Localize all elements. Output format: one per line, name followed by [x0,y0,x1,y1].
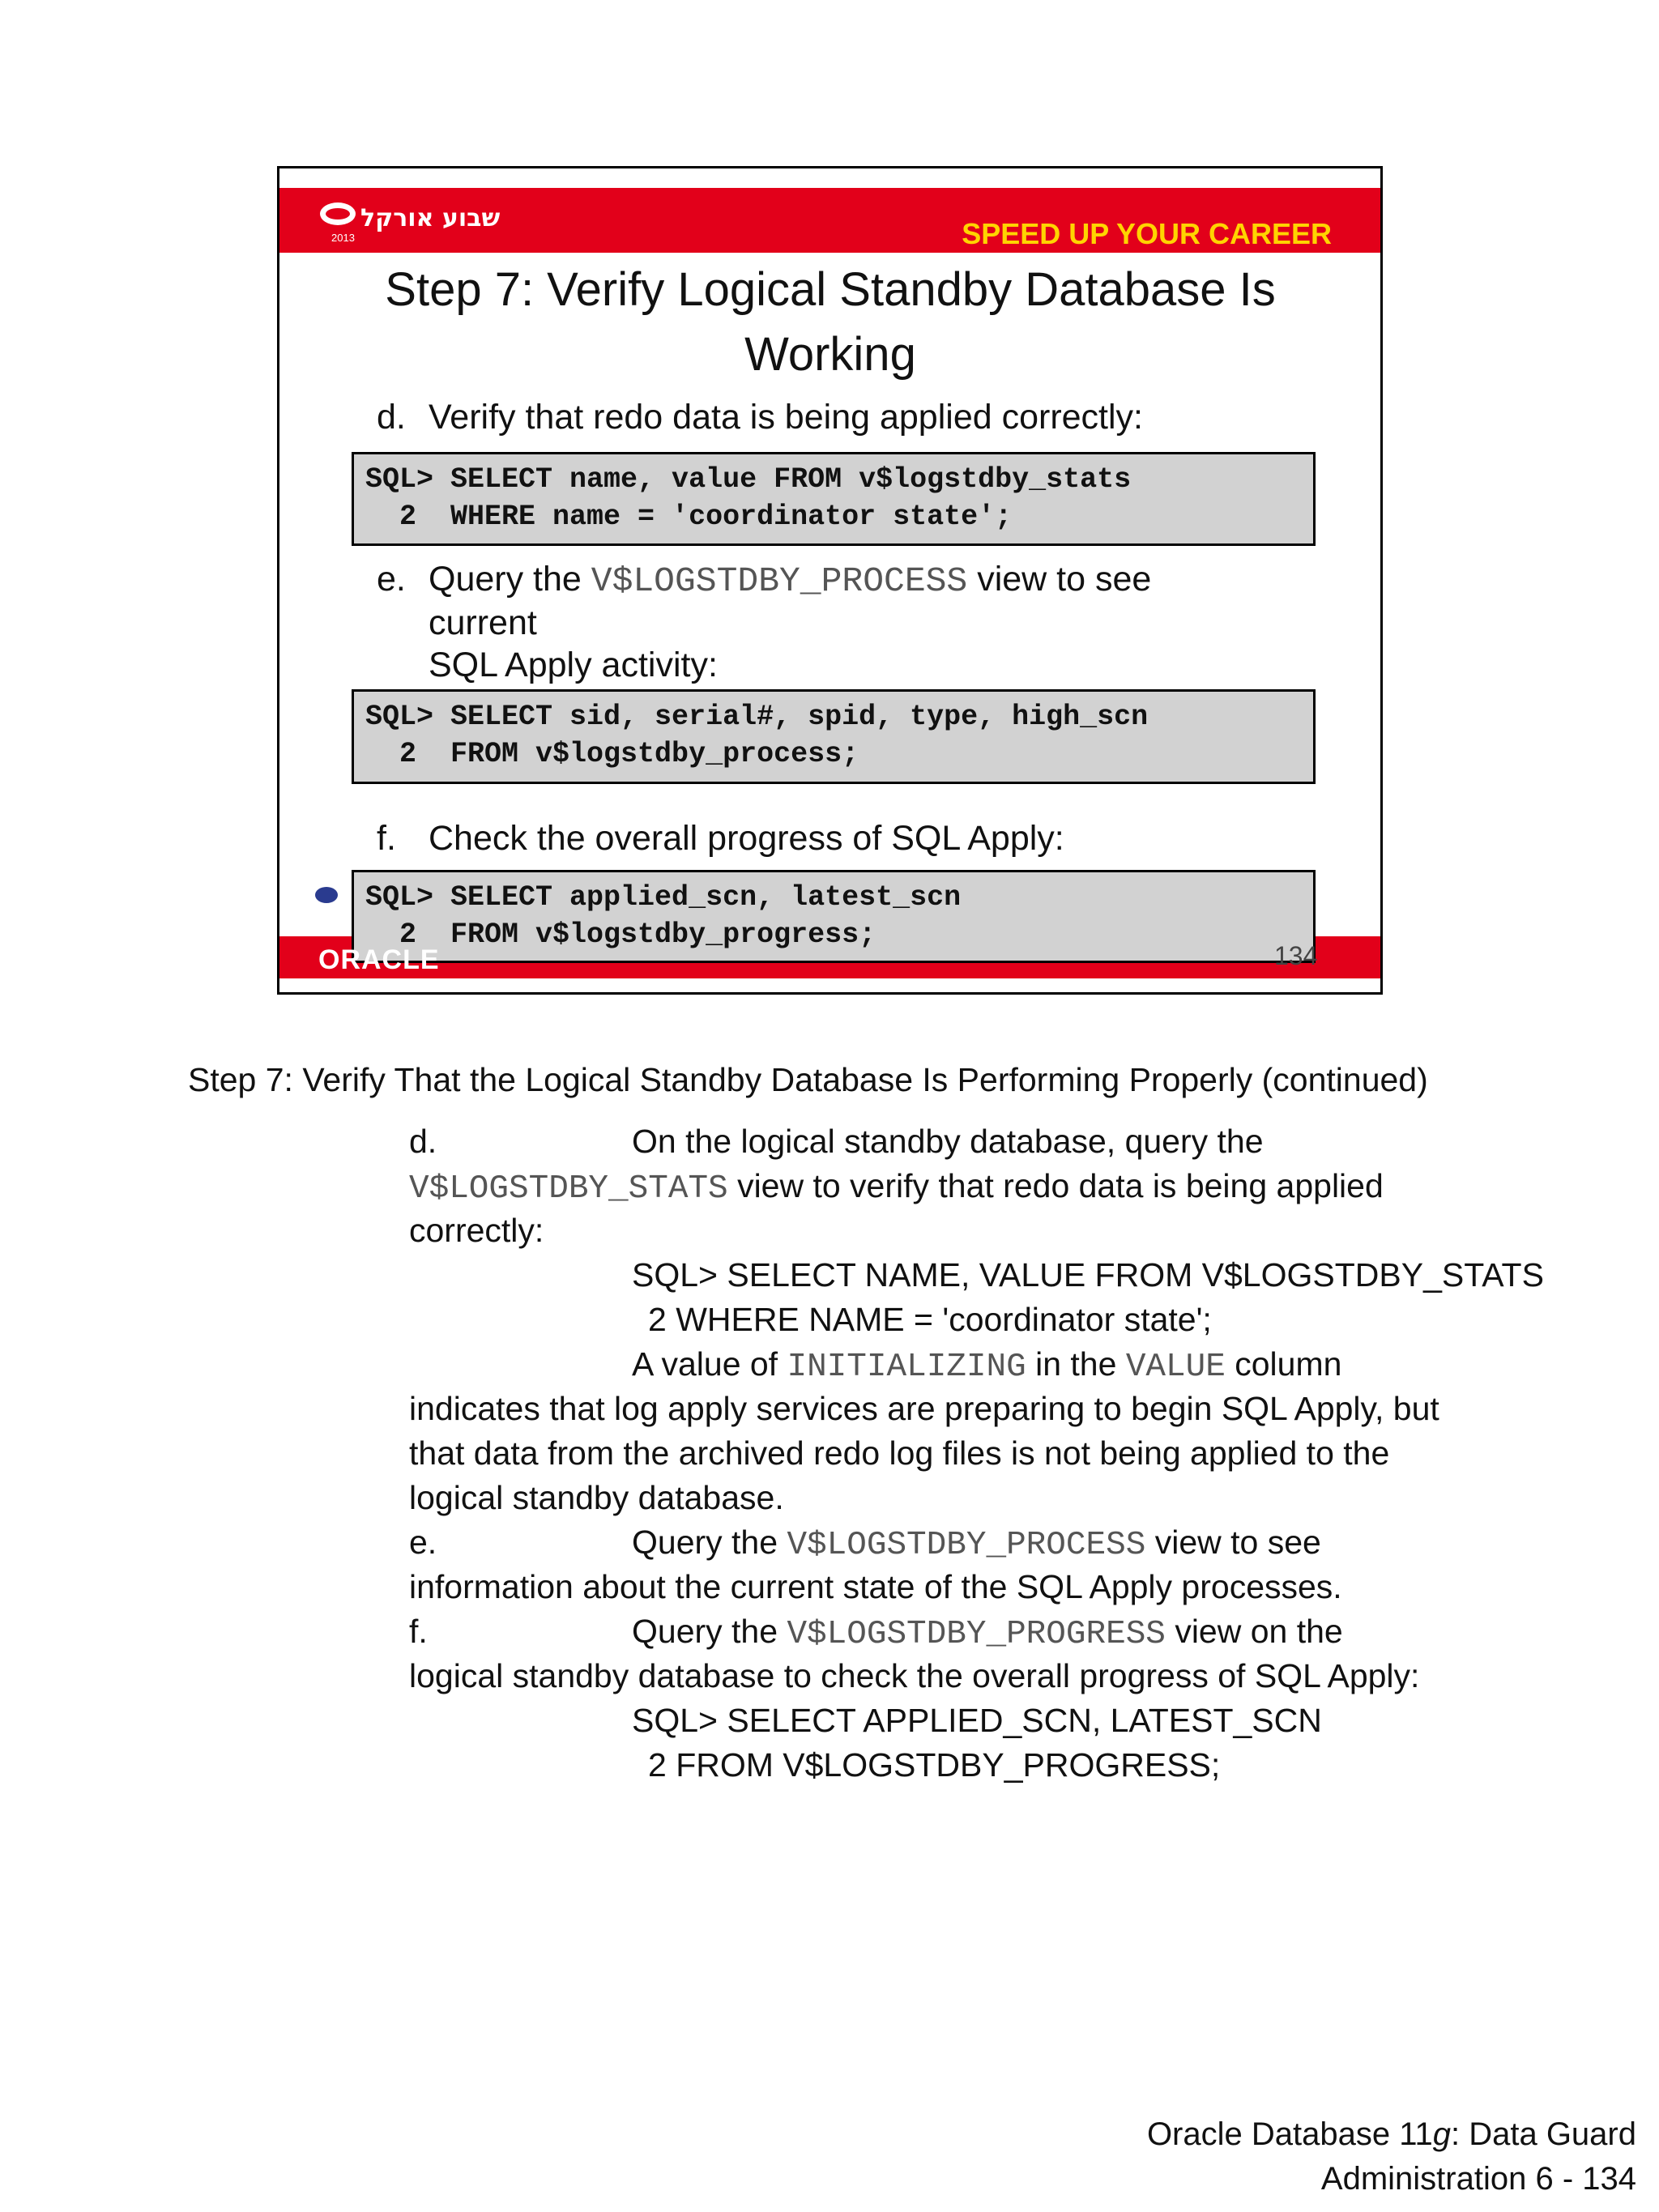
slide-tagline: SPEED UP YOUR CAREER [962,217,1332,250]
logo-year: 2013 [331,232,355,244]
step-letter: f. [377,819,396,858]
notes-e-line1: Query the V$LOGSTDBY_PROCESS view to see [632,1524,1321,1564]
notes-d-value: A value of INITIALIZING in the VALUE column [632,1345,1342,1386]
slide-title: Step 7: Verify Logical Standby Database Is Working [385,263,1276,381]
step-text: Verify that redo data is being applied correctly: [429,398,1144,437]
step-text: view to see [967,560,1152,599]
footer-page-number: Administration 6 - 134 [1320,2161,1636,2197]
notes-e-line2: information about the current state of the SQL Apply processes. [409,1568,1342,1605]
footer-course-title: Oracle Database 11g: Data Guard [1146,2116,1636,2152]
code-block-process [352,689,1316,784]
notes-f-line2: logical standby database to check the overall progress of SQL Apply: [409,1657,1420,1694]
notes-f-sql2: 2 FROM V$LOGSTDBY_PROGRESS; [648,1746,1221,1784]
step-text: Check the overall progress of SQL Apply: [429,819,1064,858]
notes-f-line1: Query the V$LOGSTDBY_PROGRESS view on the [632,1613,1343,1653]
step-text: Query the [429,560,591,599]
notes-heading: Step 7: Verify That the Logical Standby Database Is Performing Properly (continued) [188,1061,1428,1098]
code-line: SQL> SELECT applied_scn, latest_scn [365,881,962,914]
notes-f-code: V$LOGSTDBY_PROGRESS [787,1616,1166,1653]
notes-code-value: VALUE [1125,1349,1226,1386]
notes-d-line7: logical standby database. [409,1479,784,1516]
notes-d-line5: indicates that log apply services are preparing to begin SQL Apply, but [409,1390,1439,1427]
step-code: V$LOGSTDBY_PROCESS [591,561,968,601]
logo-hebrew-text: שבוע אורקל [360,204,501,232]
code-line: SQL> SELECT sid, serial#, spid, type, high_scn [365,701,1149,733]
notes-d-line1: On the logical standby database, query the [632,1123,1264,1160]
notes-f-sql1: SQL> SELECT APPLIED_SCN, LATEST_SCN [632,1702,1322,1739]
side-logo-icon [315,887,338,903]
notes-e-code: V$LOGSTDBY_PROCESS [787,1527,1146,1564]
notes-d-line3: correctly: [409,1212,544,1249]
slide-image [277,166,1383,995]
notes-e-label: e. [409,1524,437,1561]
step-text-line2: current [429,603,537,642]
oracle-week-logo-icon [320,202,356,225]
notes-code-initializing: INITIALIZING [787,1349,1026,1386]
code-block-progress [352,870,1316,963]
oracle-logo: ORACLE [318,944,440,975]
code-line: 2 FROM v$logstdby_progress; [365,918,876,951]
step-letter: d. [377,398,406,437]
notes-d-label: d. [409,1123,437,1160]
code-line: 2 FROM v$logstdby_process; [365,738,859,770]
slide-number: 134 [1274,941,1318,970]
code-line: SQL> SELECT name, value FROM v$logstdby_stats [365,463,1132,496]
notes-d-sql1: SQL> SELECT NAME, VALUE FROM V$LOGSTDBY_STATS [632,1256,1544,1294]
code-line: 2 WHERE name = 'coordinator state'; [365,501,1013,533]
step-letter: e. [377,560,406,599]
notes-f-label: f. [409,1613,428,1650]
step-text-line3: SQL Apply activity: [429,646,718,684]
notes-d-sql2: 2 WHERE NAME = 'coordinator state'; [648,1301,1212,1338]
notes-d-code: V$LOGSTDBY_STATS [409,1170,728,1208]
code-block-stats [352,452,1316,546]
notes-d-line2: V$LOGSTDBY_STATS view to verify that redo data is being applied [409,1167,1384,1208]
notes-d-line6: that data from the archived redo log files is not being applied to the [409,1434,1390,1472]
